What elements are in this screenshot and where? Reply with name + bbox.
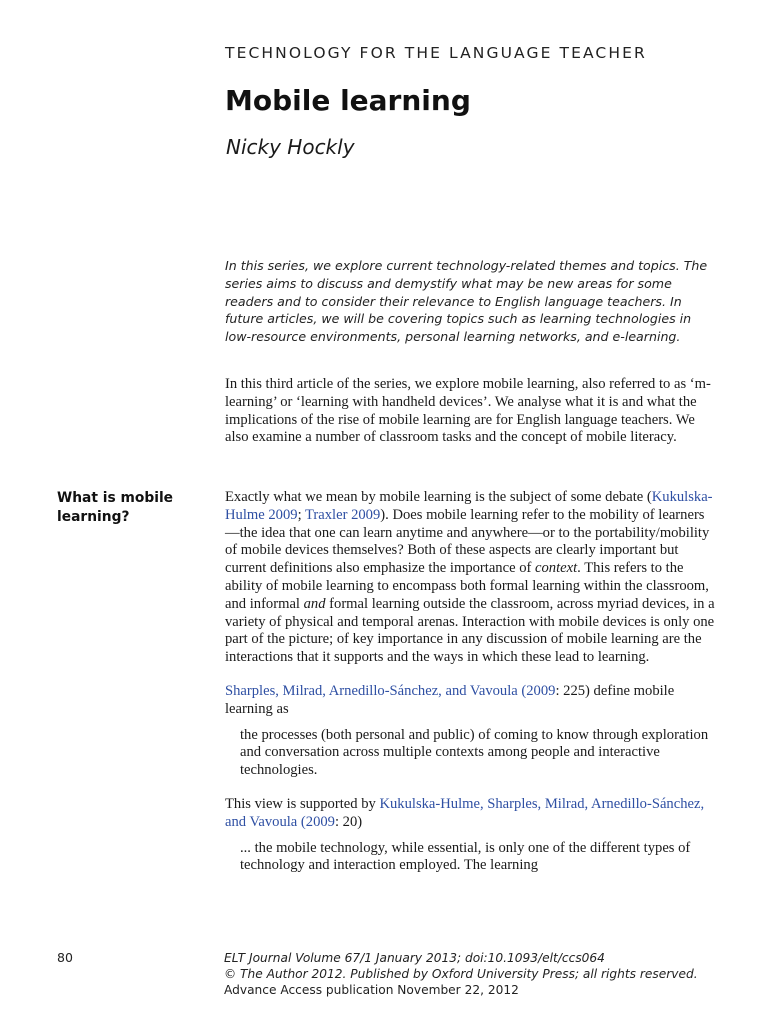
paragraph-text: ). Does mobile learning refer to the mobility of learners—the idea that one can learn anytime and anywhere—or to the portability/mobility of mobile devices themselves? Both of these aspects are clearly important but current definitions also emphasize the importance of bbox=[225, 506, 710, 577]
paragraph-text: : 20) bbox=[334, 813, 363, 830]
copyright-line: © The Author 2012. Published by Oxford University Press; all rights reserved. bbox=[224, 967, 698, 981]
author-name: Nicky Hockly bbox=[226, 135, 355, 159]
citation-separator: ; bbox=[297, 506, 306, 523]
paragraph-text: : 225) define mobile learning as bbox=[225, 682, 675, 717]
block-quote: ... the mobile technology, while essential, is only one of the different types of technology and interaction employed. The learning bbox=[240, 839, 691, 874]
paragraph-text: Exactly what we mean by mobile learning is the subject of some debate ( bbox=[225, 489, 652, 505]
section-heading: What is mobile learning? bbox=[57, 490, 174, 525]
support-paragraph bbox=[225, 796, 715, 832]
access-date: Advance Access publication November 22, 2012 bbox=[224, 983, 519, 997]
section-body bbox=[225, 489, 715, 891]
block-quote: the processes (both personal and public) of coming to know through exploration and conversation across multiple contexts among people and interactive technologies. bbox=[240, 726, 709, 779]
paragraph-text: . This refers to the ability of mobile learning to encompass both formal learning within the classroom, and informal bbox=[225, 560, 709, 612]
intro-paragraph: In this third article of the series, we explore mobile learning, also referred to as ‘m-learning’ or ‘learning with handheld devices’. We analyse what it is and what the implications of the rise of mobile learning are for English language teachers. We also examine a number of classroom tasks and the concept of mobile literacy. bbox=[225, 376, 711, 446]
journal-citation: ELT Journal Volume 67/1 January 2013; doi:10.1093/elt/ccs064 bbox=[224, 951, 605, 965]
paragraph-text: This view is supported by bbox=[225, 795, 380, 812]
citation-link-traxler[interactable]: Traxler 2009 bbox=[305, 506, 381, 523]
publication-footer bbox=[224, 950, 698, 998]
article-title: Mobile learning bbox=[225, 84, 471, 117]
paragraph-text: formal learning outside the classroom, across myriad devices, in a variety of physical and temporal arenas. Interaction with mobile devices is only one part of the picture; of key importance in any discussion of mobile learning are the interactions that it supports and the ways in which these lead to learning. bbox=[225, 595, 715, 666]
sharples-paragraph bbox=[225, 683, 715, 719]
series-abstract: In this series, we explore current technology-related themes and topics. The series aims to discuss and demystify what may be new areas for some readers and to consider their relevance to English language teachers. In future articles, we will be covering topics such as learning technologies in low-resource environments, personal learning networks, and e-learning. bbox=[225, 258, 708, 345]
page-number: 80 bbox=[57, 950, 73, 965]
citation-link-sharples[interactable]: Sharples, Milrad, Arnedillo-Sánchez, and Vavoula (2009 bbox=[225, 682, 556, 699]
citation-link-kukulska-hulme-2009[interactable]: Kukulska-Hulme, Sharples, Milrad, Arnedillo-Sánchez, and Vavoula (2009 bbox=[225, 795, 705, 830]
citation-link-kukulska-hulme[interactable]: Kukulska-Hulme 2009 bbox=[225, 489, 713, 523]
series-title: TECHNOLOGY FOR THE LANGUAGE TEACHER bbox=[225, 44, 647, 62]
emphasis-and: and bbox=[303, 595, 326, 612]
emphasis-context: context bbox=[535, 560, 578, 577]
definition-paragraph bbox=[225, 489, 715, 667]
